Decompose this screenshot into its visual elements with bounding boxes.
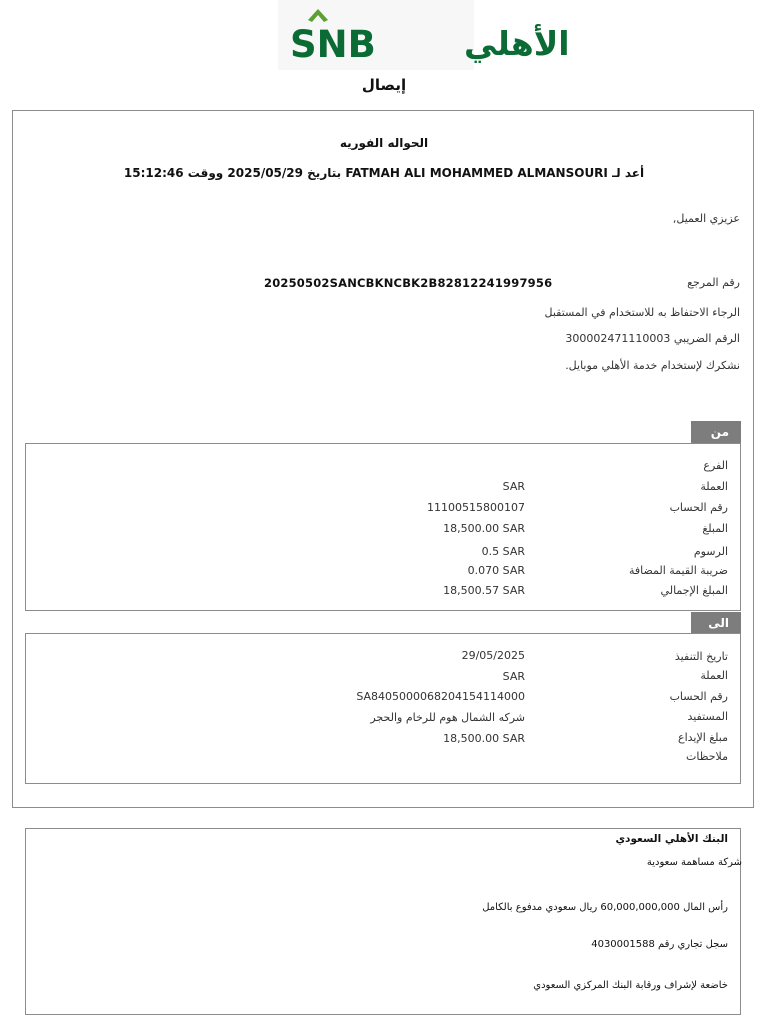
to-deposit-label: مبلغ الإيداع	[678, 731, 728, 744]
logo-arabic-text: الأهلي	[464, 24, 570, 63]
from-total-label: المبلغ الإجمالي	[660, 584, 728, 597]
logo-latin-text: SNB	[290, 23, 376, 66]
keep-note: الرجاء الاحتفاظ به للاستخدام في المستقبل	[544, 306, 740, 319]
footer-regulation: خاضعة لإشراف ورقابة البنك المركزي السعودي	[533, 980, 728, 991]
from-fees-label: الرسوم	[693, 545, 728, 558]
document-title: إيصال	[361, 76, 407, 94]
from-amount-label: المبلغ	[702, 522, 728, 535]
reference-value: 20250502SANCBKNCBK2B82812241997956	[264, 276, 553, 290]
to-currency-label: العملة	[700, 669, 728, 682]
to-account-value: SA8405000068204154114000	[356, 690, 525, 703]
from-vat-label: ضريبة القيمة المضافة	[628, 564, 728, 577]
to-notes-label: ملاحظات	[686, 750, 728, 763]
issued-line: أعد لـ FATMAH ALI MOHAMMED ALMANSOURI بتاريخ 2025/05/29 ووقت 15:12:46	[123, 166, 645, 180]
to-beneficiary-value: شركه الشمال هوم للرخام والحجر	[370, 711, 525, 724]
footer-commercial-registration: سجل تجاري رقم 4030001588	[591, 939, 728, 950]
to-section	[25, 633, 741, 784]
from-total-value: 18,500.57 SAR	[443, 584, 525, 597]
greeting: عزيزي العميل,	[672, 212, 740, 225]
footer-capital: رأس المال 60,000,000,000 ريال سعودي مدفوع بالكامل	[482, 902, 728, 913]
to-date-label: تاريخ التنفيذ	[674, 650, 728, 663]
to-beneficiary-label: المستفيد	[687, 710, 728, 723]
from-currency-label: العملة	[700, 480, 728, 493]
reference-label: رقم المرجع	[687, 276, 740, 289]
to-account-label: رقم الحساب	[669, 690, 728, 703]
tax-number-line: الرقم الضريبي 300002471110003	[565, 332, 740, 345]
from-section-tab: من	[691, 421, 741, 443]
thanks-line: نشكرك لإستخدام خدمة الأهلي موبايل.	[565, 359, 740, 372]
footer-bank-name: البنك الأهلي السعودي	[615, 833, 728, 845]
snb-logo	[278, 0, 570, 70]
transfer-title: الحواله الفوريه	[339, 136, 429, 150]
from-account-value: 11100515800107	[427, 501, 525, 514]
to-deposit-value: 18,500.00 SAR	[443, 732, 525, 745]
from-branch-label: الفرع	[703, 459, 728, 472]
to-section-tab: الى	[691, 612, 741, 634]
from-currency-value: SAR	[502, 480, 525, 493]
from-amount-value: 18,500.00 SAR	[443, 522, 525, 535]
to-date-value: 29/05/2025	[461, 649, 525, 662]
to-currency-value: SAR	[502, 670, 525, 683]
from-section	[25, 443, 741, 611]
snb-logo-graphic	[278, 0, 570, 70]
from-fees-value: 0.5 SAR	[481, 545, 525, 558]
from-vat-value: 0.070 SAR	[467, 564, 525, 577]
footer-company-type: شركة مساهمة سعودية	[646, 857, 742, 868]
from-account-label: رقم الحساب	[669, 501, 728, 514]
